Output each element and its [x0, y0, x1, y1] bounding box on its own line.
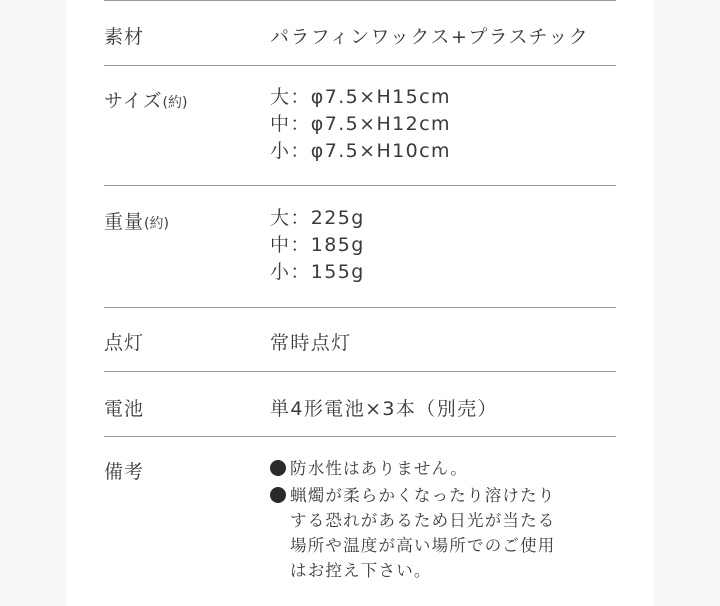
- material-value: [270, 22, 589, 49]
- size-small: 小：φ7.5×H10cm: [270, 140, 451, 162]
- divider: [104, 65, 616, 66]
- divider: [104, 0, 616, 1]
- lighting-value: [270, 328, 352, 355]
- weight-value: [270, 205, 365, 286]
- divider: [104, 371, 616, 372]
- weight-label-note: (約): [144, 216, 169, 232]
- left-margin-band: [0, 0, 66, 606]
- note-text-continued: 場所や温度が高い場所でのご使用: [290, 536, 556, 555]
- lighting-label-text: 点灯: [104, 332, 145, 354]
- weight-medium: 中：185g: [270, 234, 365, 256]
- bullet-icon: [270, 487, 286, 503]
- note-text-continued: する恐れがあるため日光が当たる: [290, 511, 556, 530]
- notes-value: [270, 456, 556, 583]
- weight-large: 大：225g: [270, 207, 365, 229]
- weight-small: 小：155g: [270, 261, 365, 283]
- divider: [104, 436, 616, 437]
- notes-label: [104, 457, 144, 484]
- lighting-value-text: 常時点灯: [270, 332, 352, 354]
- battery-label-text: 電池: [104, 398, 145, 420]
- size-value: [270, 84, 451, 165]
- battery-value-text: 単4形電池×3本（別売）: [270, 398, 498, 420]
- weight-label: [104, 207, 169, 234]
- right-margin-band: [654, 0, 720, 606]
- note-text-continued: はお控え下さい。: [290, 561, 432, 580]
- note-item: [270, 483, 556, 508]
- material-value-text: パラフィンワックス+プラスチック: [270, 26, 590, 48]
- weight-label-text: 重量: [104, 211, 145, 233]
- note-text: 蝋燭が柔らかくなったり溶けたり: [290, 486, 556, 505]
- bullet-icon: [270, 460, 286, 476]
- divider: [104, 307, 616, 308]
- size-label-note: (約): [162, 95, 188, 111]
- notes-label-text: 備考: [104, 461, 145, 483]
- size-label-text: サイズ: [104, 90, 163, 112]
- battery-label: [104, 394, 144, 421]
- note-text: 防水性はありません。: [290, 459, 468, 478]
- lighting-label: [104, 328, 144, 355]
- divider: [104, 185, 616, 186]
- battery-value: [270, 394, 498, 421]
- size-medium: 中：φ7.5×H12cm: [270, 113, 451, 135]
- size-label: [104, 86, 187, 113]
- material-label: [104, 22, 144, 49]
- note-item: [270, 456, 556, 481]
- material-label-text: 素材: [104, 26, 145, 48]
- size-large: 大：φ7.5×H15cm: [270, 86, 451, 108]
